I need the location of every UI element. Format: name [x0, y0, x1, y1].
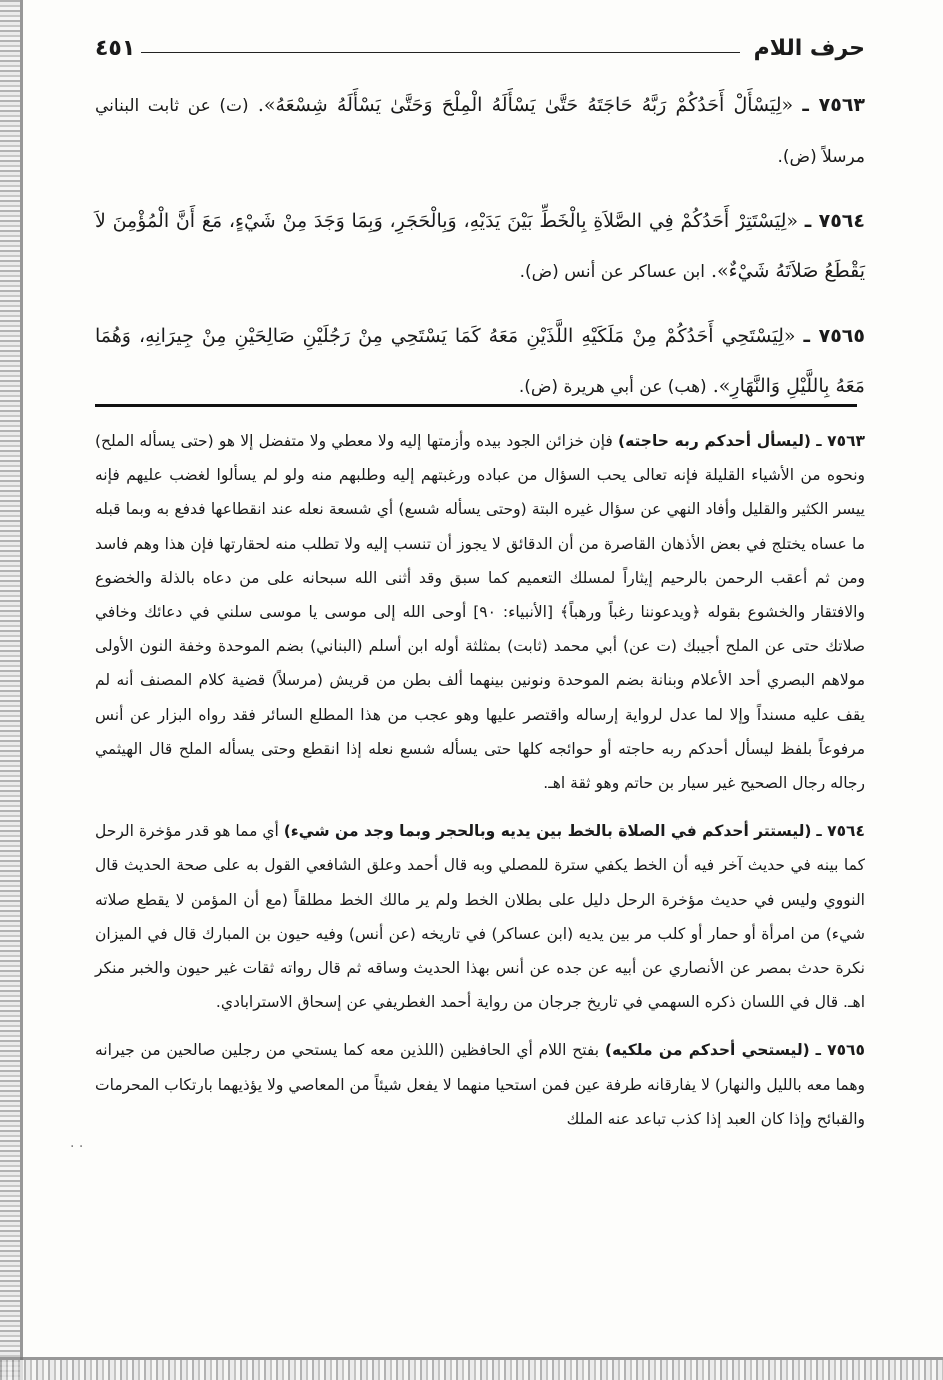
hadith-text: «لِيَسْتَحِي أَحَدُكُمْ مِنْ مَلَكَيْهِ اللَّذَيْنِ مَعَهُ كَمَا يَسْتَحِي مِنْ رَجُلَيْنِ صَالِحَيْنِ مِنْ جِيرَانِهِ، وَهُمَا مَعَهُ بِاللَّيْلِ وَالنَّهَارِ». [95, 325, 865, 397]
hadith-number: ٧٥٦٥ ـ [803, 325, 865, 347]
hadith-list [95, 80, 865, 412]
commentary-paragraph [95, 1033, 865, 1136]
hadith-entry [95, 196, 865, 297]
commentary-lemma: (ليسأل أحدكم ربه حاجته) [618, 432, 811, 450]
hadith-number: ٧٥٦٤ ـ [804, 210, 865, 232]
main-text-area [95, 28, 865, 426]
header-rule [141, 52, 739, 53]
hadith-number: ٧٥٦٣ ـ [802, 94, 866, 116]
hadith-source: (ت) عن ثابت البناني مرسلاً (ض). [95, 96, 865, 167]
commentary-text: أي مما هو قدر مؤخرة الرحل كما بينه في حديث آخر فيه أن الخط يكفي سترة للمصلي وبه قال أحمد وعلق الشافعي القول به على صحة الحديث قال النووي وليس في حديث مؤخرة الرحل دليل على بطلان الخط ولم ير مالك الخط مطلقاً (مع أن المؤمن لا يقطع صلاته شيء) من امرأة أو حمار أو كلب مر بين يديه (ابن عساكر) في تاريخه (عن أنس) وفيه حيون بن المبارك قال في الميزان نكرة حدث بمصر عن الأنصاري عن أبيه عن جده عن أنس بهذا الحديث وساقه ثم قال رواته ثقات غير حيون والخبر منكر اهـ. قال في اللسان ذكره السهمي في تاريخ جرجان من رواية أحمد الغطريفي عن إسحاق الاسترابادي. [95, 822, 865, 1012]
hadith-entry [95, 80, 865, 182]
commentary-section [95, 424, 865, 1150]
commentary-paragraph [95, 814, 865, 1019]
commentary-number: ٧٥٦٤ ـ [816, 822, 865, 841]
hadith-text: «لِيَسْتَتِرْ أَحَدُكُمْ فِي الصَّلاَةِ بِالْخَطِّ بَيْنَ يَدَيْهِ، وَبِالْحَجَرِ، وَبِمَا وَجَدَ مِنْ شَيْءٍ، مَعَ أَنَّ الْمُؤْمِنَ لاَ يَقْطَعُ صَلاَتَهُ شَيْءٌ». [95, 210, 865, 282]
hadith-text: «لِيَسْأَلْ أَحَدُكُمْ رَبَّهُ حَاجَتَهُ حَتَّىٰ يَسْأَلَهُ الْمِلْحَ وَحَتَّىٰ يَسْأَلَهُ شِسْعَهُ». [257, 94, 794, 116]
hadith-source: (هب) عن أبي هريرة (ض). [518, 377, 707, 397]
scan-border-bottom [0, 1360, 943, 1380]
chapter-title: حرف اللام [753, 35, 865, 61]
page-number: ٤٥١ [95, 35, 136, 61]
commentary-text: بفتح اللام أي الحافظين (اللذين معه كما يستحي من رجلين صالحين من جيرانه وهما معه بالليل والنهار) لا يفارقانه طرفة عين فمن استحيا منهما لا يفعل شيئاً من المعاصي ولا يؤذيهما بارتكاب المحرمات والقبائح وإذا كان العبد إذا كذب تباعد عنه الملك [95, 1041, 865, 1128]
commentary-text: فإن خزائن الجود بيده وأزمتها إليه ولا معطي ولا متفضل إلا هو (حتى يسأله الملح) ونحوه من الأشياء القليلة فإنه تعالى يحب السؤال من عباده ورغبتهم إليه وطلبهم منه ولو لم يسألوا لغضب عليهم فإنه ييسر الكثير والقليل وأفاد النهي عن سؤال غيره البتة (وحتى يسأله شسع) أي شسعة نعله عند انقطاعها فدفع به وبما قبله ما عساه يختلج في بعض الأذهان القاصرة من أن الدقائق لا يجوز أن تنسب إليه ولا تطلب منه لحقارتها فإن هذا وهم فاسد ومن ثم أعقب الرحمن بالرحيم إيثاراً لمسلك التعميم كما سبق وقد أثنى الله سبحانه على من دعاه بالذلة والخضوع والافتقار والخشوع بقوله ﴿ويدعوننا رغباً ورهباً﴾ [الأنبياء: ٩٠] أوحى الله إلى موسى يا موسى سلني في دعائك وخافي صلاتك حتى عن الملح أجيبك (ت عن) أبي محمد (ثابت) بمثلثة أوله ابن أسلم (البناني) بضم الموحدة وخفة النون الأولى مولاهم البصري أحد الأعلام وبنانة بضم الموحدة ونونين بينهما ألف بطن من قريش (مرسلاً) قضية كلام المصنف أنه لم يقف عليه مسنداً وإلا لما عدل لرواية إرساله واقتصر عليها وهو عجب من هذا المطلع السائر فقد رواه البزار عن أنس مرفوعاً بلفظ ليسأل أحدكم ربه حاجته أو حوائجه كلها حتى يسأله شسع نعله إذا انقطع وحتى يسأله الملح قال الهيثمي رجاله رجال الصحيح غير سيار بن حاتم وهو ثقة اهـ. [95, 432, 865, 793]
section-divider [95, 404, 857, 407]
hadith-source: ابن عساكر عن أنس (ض). [519, 262, 705, 282]
hadith-entry [95, 311, 865, 412]
page-header [95, 28, 865, 68]
commentary-number: ٧٥٦٣ ـ [816, 432, 865, 450]
commentary-number: ٧٥٦٥ ـ [815, 1041, 865, 1060]
commentary-lemma: (ليستحي أحدكم من ملكيه) [604, 1041, 810, 1060]
margin-mark: . . [70, 1135, 84, 1151]
scan-border-left [0, 0, 20, 1380]
commentary-lemma: (ليستتر أحدكم في الصلاة بالخط بين يديه وبالحجر وبما وجد من شيء) [283, 822, 812, 841]
commentary-paragraph [95, 424, 865, 800]
